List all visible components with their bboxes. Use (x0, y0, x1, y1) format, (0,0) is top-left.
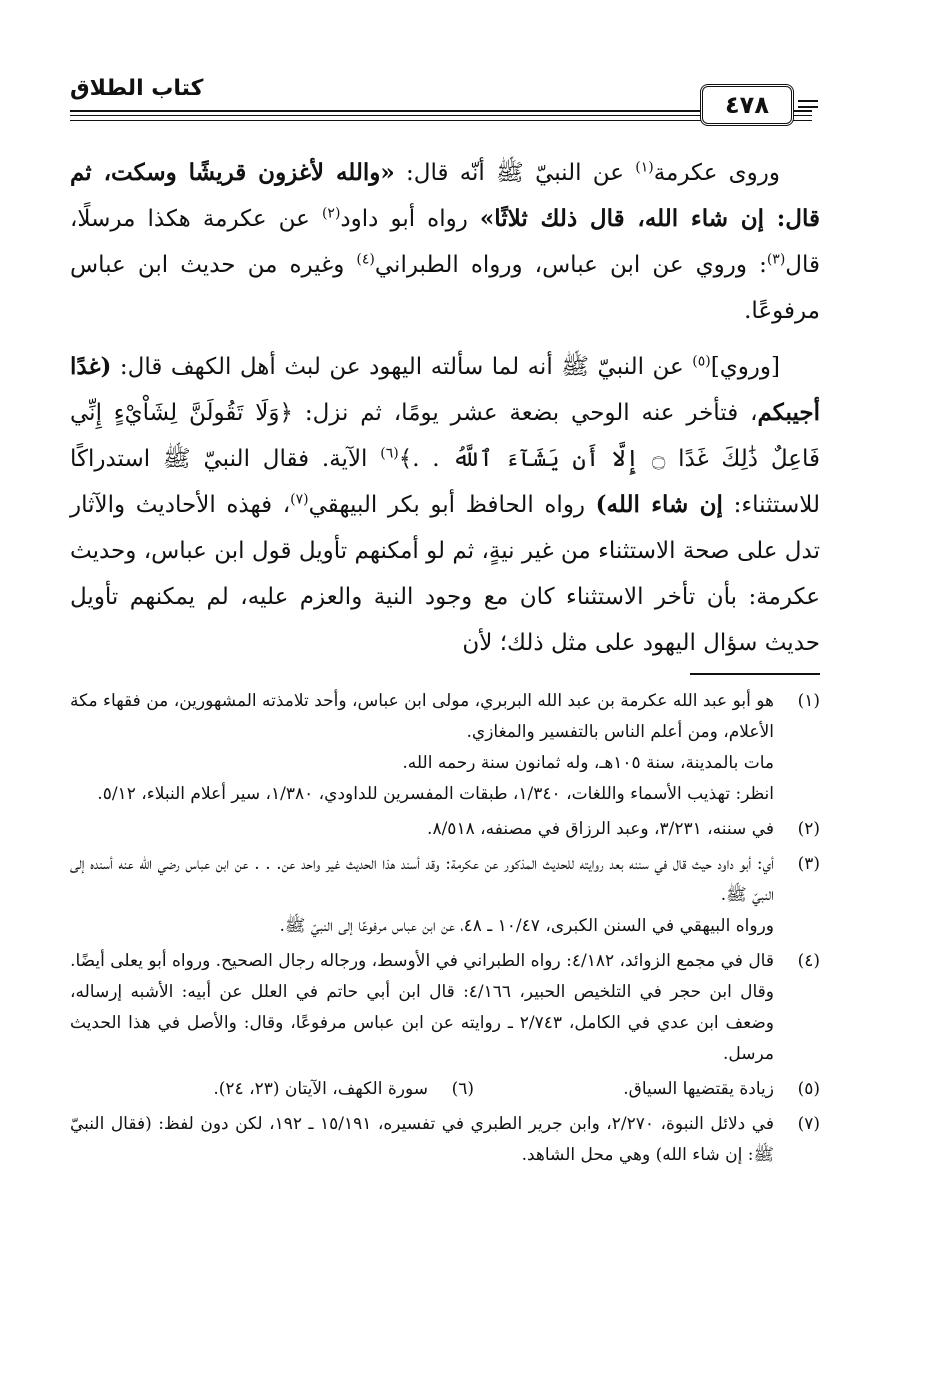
footnote-line: مات بالمدينة، سنة ١٠٥هـ، وله ثمانون سنة رحمه الله. (402, 753, 774, 773)
text-run: رواه الحافظ أبو بكر البيهقي (308, 492, 596, 518)
footnote-ref: (٥) (692, 353, 711, 370)
footnote-number: (٤) (797, 951, 820, 971)
footnote (70, 814, 820, 845)
footnote-line: أي: أبو داود حيث قال في سننه بعد روايته للحديث المذكور عن عكرمة: وقد أسند هذا الحديث غير واحد عن. . . عن ابن عباس رضي الله عنه أسنده إلى النبيّ ﷺ. (70, 854, 774, 905)
text-run: عن النبيّ ﷺ أنه لما سألته اليهود عن لبث أهل الكهف قال: (111, 354, 693, 380)
footnote-line: سورة الكهف، الآيتان (٢٣، ٢٤). (213, 1079, 428, 1099)
text-run: وغيره من حديث ابن عباس مرفوعًا. (70, 252, 820, 324)
footnote-line: وقال ابن حجر في التلخيص الحبير، ٤/١٦٦: قال ابن أبي حاتم في العلل عن أبيه: الأشبه إرساله، وضعف ابن عدي في الكامل، ٢/٧٤٣ ـ روايته عن ابن عباس مرفوعًا، وقال: والأصل في هذا الحديث مرسل. (70, 982, 775, 1064)
footnote-ref: (٤) (356, 251, 375, 268)
page-number-ornament (798, 100, 818, 102)
footnote (70, 686, 820, 810)
paragraph-1 (70, 150, 820, 334)
text-run: عن عكرمة هكذا مرسلًا، قال (70, 206, 821, 278)
text-run: وروى عكرمة (653, 160, 781, 186)
footnote (70, 849, 820, 942)
footnote-number: (٧) (797, 1114, 820, 1134)
footnote-line: في دلائل النبوة، ٢/٢٧٠، وابن جرير الطبري في تفسيره، ١٥/١٩١ ـ ١٩٢، لكن دون لفظ: (فقال النبيّ ﷺ: إن شاء الله) وهي محل الشاهد. (70, 1114, 775, 1165)
footnote-separator (690, 673, 820, 675)
footnote-ref: (٦) (380, 445, 399, 462)
footnote-line: ورواه البيهقي في السنن الكبرى، ١٠/٤٧ ـ ٤٨، عن ابن عباس مرفوعًا إلى النبيّ ﷺ. (279, 916, 774, 936)
hadith-quote: «والله لأغزون قريشًا وسكت، ثم قال: إن شاء الله، قال ذلك ثلاثًا» (70, 159, 820, 232)
footnote-line: هو أبو عبد الله عكرمة بن عبد الله البربري، مولى ابن عباس، وأحد تلامذته المشهورين، من فقهاء مكة الأعلام، ومن أعلم الناس بالتفسير والمغازي. (70, 691, 774, 742)
main-text (70, 150, 820, 676)
text-run: [وروي] (710, 354, 780, 380)
footnote-line: انظر: تهذيب الأسماء واللغات، ١/٣٤٠، طبقات المفسرين للداودي، ١/٣٨٠، سير أعلام النبلاء، ٥/١٢. (97, 784, 774, 804)
footnote-number: (٦) (451, 1079, 474, 1099)
paragraph-2 (70, 344, 820, 666)
footnote-line: زيادة يقتضيها السياق. (623, 1079, 774, 1099)
text-run: : وروي عن ابن عباس، ورواه الطبراني (374, 252, 767, 278)
hadith-quote: إن شاء الله) (595, 491, 723, 518)
footnote-ref: (٢) (321, 205, 341, 222)
footnote-line: في سننه، ٣/٢٣١، وعبد الرزاق في مصنفه، ٨/٥١٨. (427, 819, 774, 839)
running-header-title: كتاب الطلاق (70, 76, 204, 101)
footnote-ref: (١) (635, 159, 654, 176)
footnote (70, 1109, 820, 1171)
footnote-number: (٥) (797, 1079, 820, 1099)
text-run: ، فتأخر عنه الوحي بضعة عشر يومًا، ثم نزل: ﴿وَلَا تَقُولَنَّ لِشَاْيْءٍ إِنِّي فَاعِلٌ ذَٰلِكَ غَدًا ۝ إِلَّا أَن يَشَآءَ ٱللَّهُ . .﴾ (70, 400, 820, 472)
text-run: الآية. فقال النبيّ ﷺ استدراكًا للاستثناء: (70, 446, 820, 518)
footnote-number: (١) (797, 691, 820, 711)
page-number: ٤٧٨ (700, 84, 794, 126)
footnote-number: (٢) (797, 819, 820, 839)
footnote-ref: (٧) (290, 491, 309, 508)
footnote-number: (٣) (797, 854, 820, 874)
page-number-ornament (798, 106, 818, 108)
text-run: عن النبيّ ﷺ أنّه قال: (394, 160, 636, 186)
text-run: ، فهذه الأحاديث والآثار تدل على صحة الاستثناء من غير نيةٍ، ثم لو أمكنهم تأويل قول ابن عباس، وحديث عكرمة: بأن تأخر الاستثناء كان مع وجود النية والعزم عليه، لم يمكنهم تأويل حديث سؤال اليهود على مثل ذلك؛ لأن (70, 492, 820, 656)
text-run: رواه أبو داود (340, 206, 480, 232)
footnote-line: قال في مجمع الزوائد، ٤/١٨٢: رواه الطبراني في الأوسط، ورجاله رجال الصحيح. ورواه أبو يعلى أيضًا. (70, 951, 774, 971)
footnote (70, 946, 820, 1070)
footnotes (70, 686, 820, 1175)
hadith-quote: (غدًا أجيبكم (70, 353, 820, 426)
footnote (70, 1074, 820, 1105)
footnote-ref: (٣) (766, 251, 786, 268)
